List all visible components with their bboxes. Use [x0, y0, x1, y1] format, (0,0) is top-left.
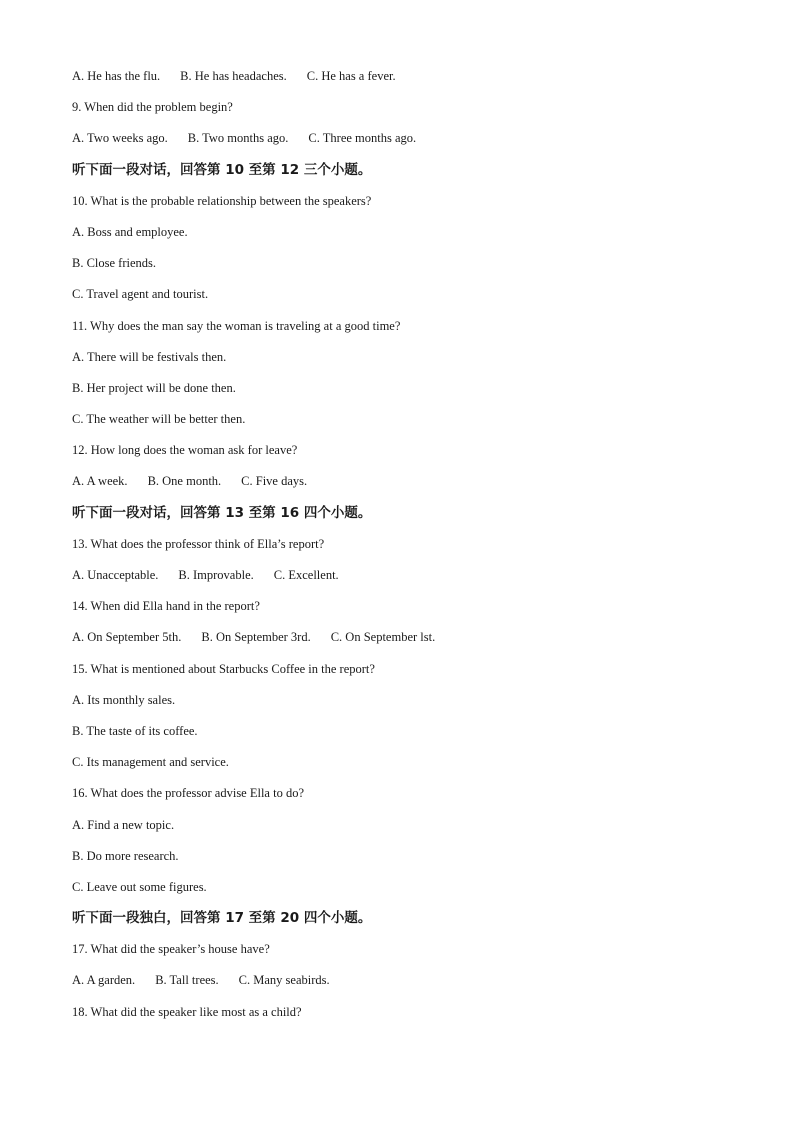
answer-options-row: [72, 625, 752, 656]
answer-option: C. On September lst.: [330, 630, 436, 645]
question-text: 16. What does the professor advise Ella to do?: [72, 786, 305, 801]
question-text: B. Her project will be done then.: [72, 380, 236, 395]
question-text: 17. What did the speaker’s house have?: [72, 942, 270, 957]
question-text: C. Travel agent and tourist.: [72, 287, 209, 302]
answer-option: B. One month.: [147, 474, 222, 489]
question-text: 10. What is the probable relationship between the speakers?: [72, 193, 372, 208]
exam-page: [72, 64, 752, 1031]
answer-options-row: [72, 968, 752, 999]
question-text: 18. What did the speaker like most as a child?: [72, 1004, 302, 1019]
answer-option: A. A garden.: [72, 973, 136, 988]
answer-options-row: [72, 563, 752, 594]
answer-option: B. Tall trees.: [155, 973, 219, 988]
answer-options-row: [72, 126, 752, 157]
question-text: B. Close friends.: [72, 256, 157, 271]
answer-option: C. He has a fever.: [306, 69, 396, 83]
answer-option: B. Two months ago.: [187, 131, 289, 146]
section-heading: 听下面一段对话，回答第 10 至第 12 三个小题。: [72, 161, 372, 178]
question-text: 13. What does the professor think of Ella’s report?: [72, 536, 325, 551]
answer-option: C. Five days.: [241, 474, 308, 489]
answer-option: A. A week.: [72, 474, 128, 489]
question-text: 9. When did the problem begin?: [72, 100, 233, 115]
answer-option: A. He has the flu.: [72, 69, 161, 83]
answer-option: C. Many seabirds.: [238, 973, 330, 988]
question-text: 14. When did Ella hand in the report?: [72, 599, 260, 614]
question-text: C. Its management and service.: [72, 755, 229, 770]
question-text: C. The weather will be better then.: [72, 412, 246, 427]
question-text: B. Do more research.: [72, 848, 179, 863]
answer-option: A. On September 5th.: [72, 630, 182, 645]
answer-options-row: [72, 64, 752, 95]
question-text: C. Leave out some figures.: [72, 879, 207, 894]
question-text: A. Boss and employee.: [72, 224, 188, 239]
question-text: A. Its monthly sales.: [72, 692, 176, 707]
section-heading: 听下面一段独白，回答第 17 至第 20 四个小题。: [72, 910, 372, 927]
answer-option: A. Two weeks ago.: [72, 131, 168, 146]
question-text: A. There will be festivals then.: [72, 349, 227, 364]
answer-options-row: [72, 469, 752, 500]
question-text: 15. What is mentioned about Starbucks Coffee in the report?: [72, 661, 375, 676]
answer-option: B. On September 3rd.: [201, 630, 311, 645]
question-text: A. Find a new topic.: [72, 817, 175, 832]
answer-option: B. Improvable.: [178, 568, 254, 582]
question-text: 11. Why does the man say the woman is traveling at a good time?: [72, 318, 401, 333]
answer-option: A. Unacceptable.: [72, 568, 159, 582]
answer-option: C. Excellent.: [273, 568, 339, 582]
answer-option: C. Three months ago.: [308, 131, 417, 146]
section-heading: 听下面一段对话，回答第 13 至第 16 四个小题。: [72, 504, 372, 521]
answer-option: B. He has headaches.: [180, 69, 287, 83]
question-text: 12. How long does the woman ask for leave?: [72, 443, 298, 458]
question-text: B. The taste of its coffee.: [72, 723, 198, 738]
